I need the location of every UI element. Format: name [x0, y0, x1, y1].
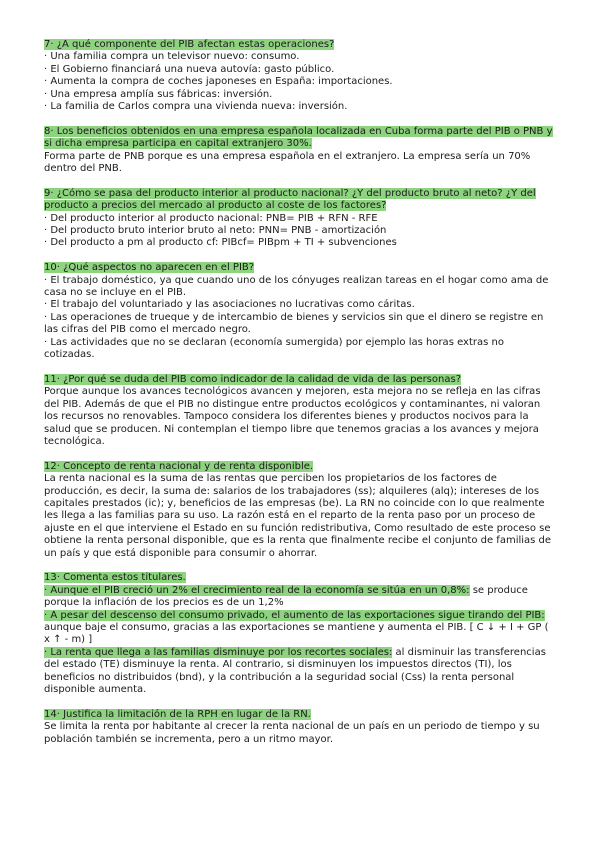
- section-13: [44, 572, 556, 696]
- list-item: · Aumenta la compra de coches japoneses en España: importaciones.: [44, 76, 393, 88]
- list-item: · El trabajo del voluntariado y las asociaciones no lucrativas como cáritas.: [44, 299, 415, 311]
- list-item: · El Gobierno financiará una nueva autovía: gasto público.: [44, 63, 335, 75]
- list-item: · La familia de Carlos compra una vivienda nueva: inversión.: [44, 101, 348, 113]
- headline-2-text: · A pesar del descenso del consumo privado, el aumento de las exportaciones sigue tirando del PIB:: [44, 609, 545, 621]
- headline-3: [44, 647, 556, 697]
- answer-8: Forma parte de PNB porque es una empresa española en el extranjero. La empresa sería un 70% dentro del PNB.: [44, 150, 531, 175]
- section-12: [44, 461, 556, 560]
- section-7: [44, 39, 556, 113]
- answer-14: Se limita la renta por habitante al crecer la renta nacional de un país en un periodo de tiempo y su población también se incrementa, pero a un ritmo mayor.: [44, 721, 540, 745]
- section-14: [44, 709, 556, 746]
- section-9: [44, 188, 556, 250]
- question-11: 11· ¿Por qué se duda del PIB como indicador de la calidad de vida de las personas?: [44, 373, 461, 385]
- list-item: · Una familia compra un televisor nuevo: consumo.: [44, 51, 300, 63]
- headline-1-text: · Aunque el PIB creció un 2% el crecimiento real de la economía se sitúa en un 0,8%:: [44, 584, 470, 596]
- headline-2-comment: aunque baje el consumo, gracias a las exportaciones se mantiene y aumenta el PIB. [ C ↓ + I + GP ( x ↑ - m) ]: [44, 622, 549, 646]
- question-10: 10· ¿Qué aspectos no aparecen en el PIB?: [44, 262, 255, 274]
- list-item: · Del producto a pm al producto cf: PIBcf= PIBpm + TI + subvenciones: [44, 237, 397, 249]
- question-7: 7· ¿A qué componente del PIB afectan estas operaciones?: [44, 39, 335, 50]
- question-9: 9· ¿Cómo se pasa del producto interior al producto nacional? ¿Y del producto bruto al neto? ¿Y del producto a precios del mercado al producto al coste de los factores?: [44, 187, 536, 212]
- headline-1: [44, 585, 556, 610]
- question-12: 12· Concepto de renta nacional y de renta disponible.: [44, 460, 314, 472]
- headline-2: [44, 610, 556, 647]
- headline-1-comment: se produce porque la inflación de los precios es de un 1,2%: [44, 584, 528, 609]
- answer-11: Porque aunque los avances tecnológicos avancen y mejoren, esta mejora no se refleja en las cifras del PIB. Además de que el PIB no distingue entre productos ecológicos y contaminantes, ni valoran los recursos no renovables. Tampoco considera los diferentes bienes y productos nocivos para la salud que se producen. Ni contemplan el tiempo libre que tenemos gracias a los avances y mejora tecnológica.: [44, 386, 541, 447]
- section-10: [44, 262, 556, 361]
- list-item: · Las operaciones de trueque y de intercambio de bienes y servicios sin que el dinero se registre en las cifras del PIB como el mercado negro.: [44, 311, 544, 336]
- question-13: 13· Comenta estos titulares.: [44, 572, 186, 584]
- list-item: · Del producto bruto interior bruto al neto: PNN= PNB - amortización: [44, 225, 387, 237]
- section-11: [44, 374, 556, 448]
- question-8: 8· Los beneficios obtenidos en una empresa española localizada en Cuba forma parte del PIB o PNB y si dicha empresa participa en capital extranjero 30%.: [44, 125, 553, 150]
- answer-12: La renta nacional es la suma de las rentas que perciben los propietarios de los factores de producción, es decir, la suma de: salarios de los trabajadores (ss); alquileres (alq); intereses de los capitales prestados (ic); y, beneficios de las empresas (be). La RN no coincide con lo que realmente les llega a las familias para su uso. La razón está en el reparto de la renta paso por un proceso de ajuste en el que interviene el Estado en su función redistributiva, Como resultado de este proceso se obtiene la renta personal disponible, que es la renta que finalmente recibe el conjunto de familias de un país y que está disponible para consumir o ahorrar.: [44, 473, 552, 559]
- list-item: · Del producto interior al producto nacional: PNB= PIB + RFN - RFE: [44, 212, 378, 224]
- section-8: [44, 126, 556, 176]
- headline-3-comment: al disminuir las transferencias del estado (TE) disminuye la renta. Al contrario, si disminuyen los impuestos directos (TI), los beneficios no distribuidos (bnd), y la contribución a la seguridad social (Css) la renta personal disponible aumenta.: [44, 646, 546, 696]
- list-item: · El trabajo doméstico, ya que cuando uno de los cónyuges realizan tareas en el hogar como ama de casa no se incluye en el PIB.: [44, 274, 549, 299]
- list-item: · Una empresa amplía sus fábricas: inversión.: [44, 88, 273, 100]
- question-14: 14· Justifica la limitación de la RPH en lugar de la RN.: [44, 708, 311, 720]
- list-item: · Las actividades que no se declaran (economía sumergida) por ejemplo las horas extras no cotizadas.: [44, 336, 504, 361]
- headline-3-text: · La renta que llega a las familias disminuye por los recortes sociales:: [44, 646, 393, 658]
